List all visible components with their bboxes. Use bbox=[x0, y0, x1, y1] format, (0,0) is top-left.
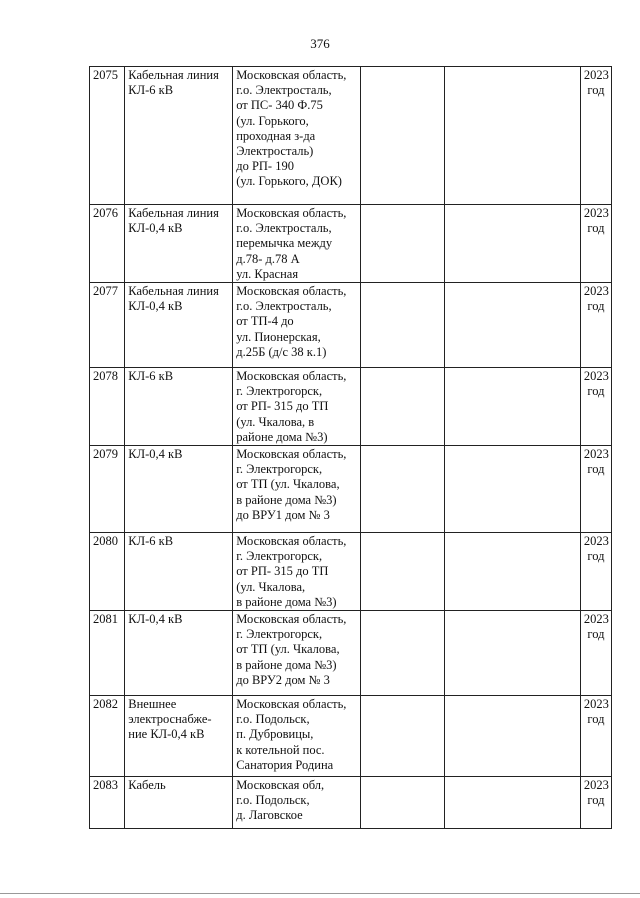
object-address: Московская область, г.о. Электросталь, от ТП-4 до ул. Пионерская, д.25Б (д/с 38 к.1) bbox=[233, 283, 361, 368]
object-address: Московская область, г.о. Электросталь, перемычка между д.78- д.78 А ул. Красная bbox=[233, 205, 361, 283]
table-row bbox=[90, 696, 612, 777]
object-name: Кабель bbox=[125, 777, 233, 829]
empty-cell bbox=[360, 67, 444, 205]
empty-cell bbox=[444, 283, 580, 368]
object-name: Внешнее электроснабже- ние КЛ-0,4 кВ bbox=[125, 696, 233, 777]
row-number: 2076 bbox=[90, 205, 125, 283]
table-row bbox=[90, 368, 612, 446]
registry-body bbox=[90, 67, 612, 829]
year-unit: год bbox=[587, 549, 605, 564]
table-row bbox=[90, 205, 612, 283]
year-cell bbox=[580, 446, 611, 533]
year-unit: год bbox=[587, 384, 605, 399]
empty-cell bbox=[444, 777, 580, 829]
object-address: Московская область, г. Электрогорск, от ТП (ул. Чкалова, в районе дома №3) до ВРУ2 дом № 3 bbox=[233, 611, 361, 696]
year-unit: год bbox=[587, 299, 605, 314]
object-name: КЛ-6 кВ bbox=[125, 533, 233, 611]
row-number: 2078 bbox=[90, 368, 125, 446]
object-address: Московская область, г. Электрогорск, от ТП (ул. Чкалова, в районе дома №3) до ВРУ1 дом № 3 bbox=[233, 446, 361, 533]
object-name: Кабельная линия КЛ-0,4 кВ bbox=[125, 283, 233, 368]
empty-cell bbox=[360, 533, 444, 611]
empty-cell bbox=[444, 696, 580, 777]
row-number: 2083 bbox=[90, 777, 125, 829]
row-number: 2080 bbox=[90, 533, 125, 611]
year-value: 2023 bbox=[583, 447, 609, 462]
table-row bbox=[90, 533, 612, 611]
object-address: Московская область, г.о. Электросталь, от ПС- 340 Ф.75 (ул. Горького, проходная з-да Электросталь) до РП- 190 (ул. Горького, ДОК) bbox=[233, 67, 361, 205]
empty-cell bbox=[444, 446, 580, 533]
empty-cell bbox=[444, 368, 580, 446]
year-value: 2023 bbox=[583, 778, 609, 793]
year-cell bbox=[580, 283, 611, 368]
page-number: 376 bbox=[310, 36, 330, 51]
object-name: КЛ-0,4 кВ bbox=[125, 611, 233, 696]
empty-cell bbox=[360, 446, 444, 533]
row-number: 2075 bbox=[90, 67, 125, 205]
year-value: 2023 bbox=[583, 206, 609, 220]
year-cell bbox=[580, 205, 611, 283]
row-number: 2079 bbox=[90, 446, 125, 533]
object-address: Московская область, г. Электрогорск, от РП- 315 до ТП (ул. Чкалова, в районе дома №3) bbox=[233, 533, 361, 611]
object-address: Московская область, г.о. Подольск, п. Дубровицы, к котельной пос. Санатория Родина bbox=[233, 696, 361, 777]
table-row bbox=[90, 446, 612, 533]
year-value: 2023 bbox=[583, 612, 609, 627]
empty-cell bbox=[360, 368, 444, 446]
year-value: 2023 bbox=[583, 68, 609, 82]
row-number: 2081 bbox=[90, 611, 125, 696]
year-unit: год bbox=[587, 712, 605, 727]
object-address: Московская область, г. Электрогорск, от РП- 315 до ТП (ул. Чкалова, в районе дома №3) bbox=[233, 368, 361, 446]
object-address: Московская обл, г.о. Подольск, д. Лаговское bbox=[233, 777, 361, 829]
empty-cell bbox=[444, 67, 580, 205]
year-unit: год bbox=[587, 793, 605, 808]
object-name: КЛ-6 кВ bbox=[125, 368, 233, 446]
year-unit: год bbox=[587, 627, 605, 642]
year-unit: год bbox=[587, 221, 605, 236]
year-unit: год bbox=[587, 83, 605, 98]
year-value: 2023 bbox=[583, 284, 609, 299]
year-value: 2023 bbox=[583, 534, 609, 549]
year-value: 2023 bbox=[583, 369, 609, 384]
row-number: 2082 bbox=[90, 696, 125, 777]
empty-cell bbox=[444, 533, 580, 611]
empty-cell bbox=[360, 777, 444, 829]
year-unit: год bbox=[587, 462, 605, 477]
year-cell bbox=[580, 777, 611, 829]
empty-cell bbox=[360, 283, 444, 368]
year-cell bbox=[580, 533, 611, 611]
empty-cell bbox=[444, 205, 580, 283]
registry-table bbox=[89, 66, 612, 829]
year-cell bbox=[580, 611, 611, 696]
table-row bbox=[90, 283, 612, 368]
object-name: КЛ-0,4 кВ bbox=[125, 446, 233, 533]
empty-cell bbox=[360, 696, 444, 777]
scan-edge-line bbox=[0, 893, 640, 894]
year-cell bbox=[580, 67, 611, 205]
table-row bbox=[90, 67, 612, 205]
empty-cell bbox=[360, 205, 444, 283]
table-row bbox=[90, 777, 612, 829]
empty-cell bbox=[444, 611, 580, 696]
year-cell bbox=[580, 368, 611, 446]
year-value: 2023 bbox=[583, 697, 609, 712]
row-number: 2077 bbox=[90, 283, 125, 368]
object-name: Кабельная линия КЛ-0,4 кВ bbox=[125, 205, 233, 283]
table-row bbox=[90, 611, 612, 696]
year-cell bbox=[580, 696, 611, 777]
empty-cell bbox=[360, 611, 444, 696]
object-name: Кабельная линия КЛ-6 кВ bbox=[125, 67, 233, 205]
